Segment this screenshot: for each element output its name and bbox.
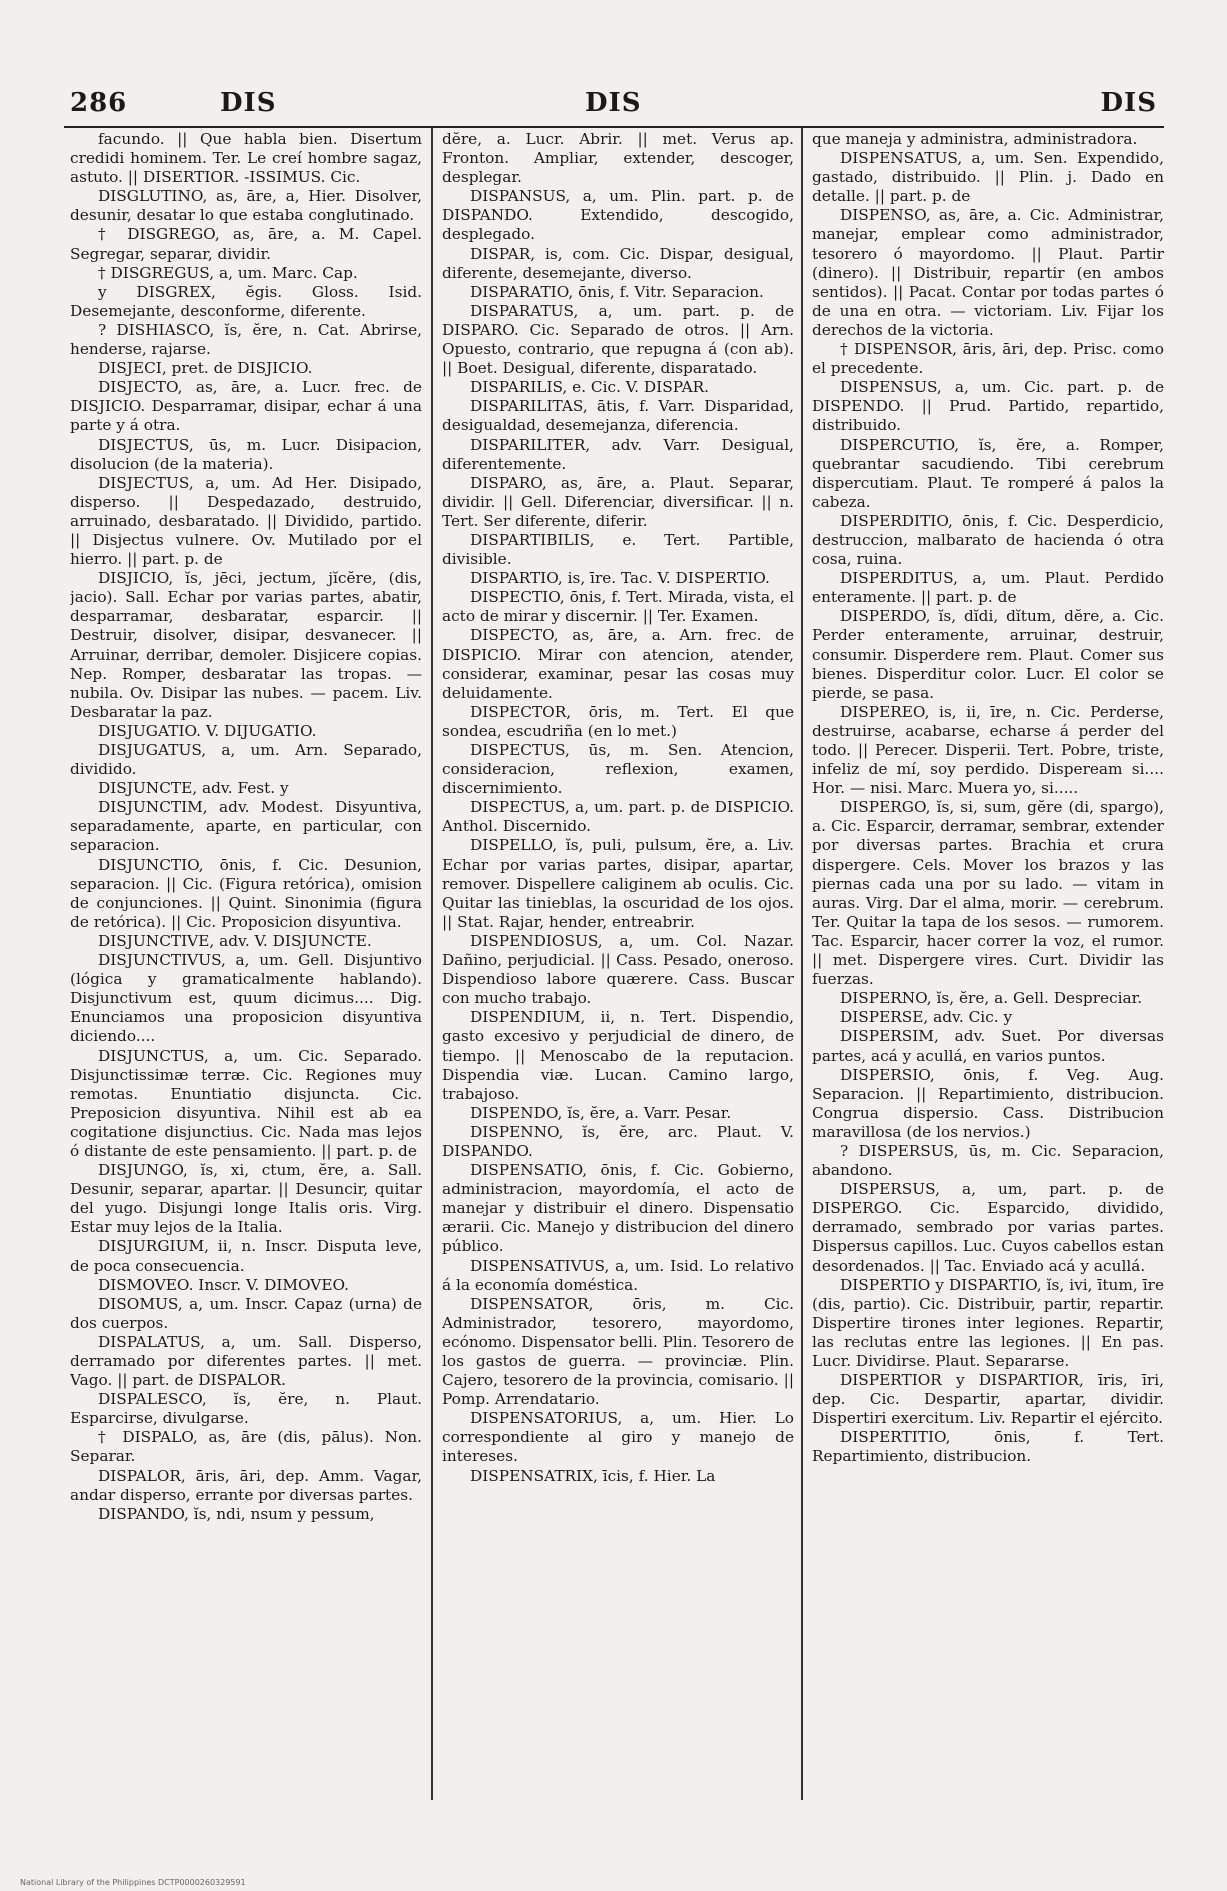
dictionary-entry: DISJECI, pret. de DISJICIO. — [98, 359, 313, 378]
dictionary-entry: DISPARILIS, e. Cic. V. DISPAR. — [470, 378, 710, 397]
dictionary-entry: DISJUNCTE, adv. Fest. y — [98, 779, 289, 798]
dictionary-entry: DISPECTOR, ōris, m. Tert. El que sondea, escudriña (en lo met.) — [442, 702, 794, 740]
dictionary-entry: DISPERSUS, a, um, part. p. de DISPERGO. Cic. Esparcido, dividido, derramado, sembrado por varias partes. Dispersus capillos. Luc. Cuyos cabellos estan desordenados. || Tac. Enviado acá y acullá. — [812, 1180, 1164, 1275]
dictionary-entry: DISPERSIM, adv. Suet. Por diversas partes, acá y acullá, en varios puntos. — [812, 1027, 1164, 1065]
dictionary-entry: DISGLUTINO, as, āre, a, Hier. Disolver, desunir, desatar lo que estaba conglutinado. — [70, 187, 422, 225]
dictionary-entry: DISJUNCTIVUS, a, um. Gell. Disjuntivo (lógica y gramaticalmente hablando). Disjunctivum est, quum dicimus.... Dig. Enunciamos una proposicion disyuntiva diciendo.... — [70, 951, 422, 1046]
dictionary-entry: DISPECTIO, ōnis, f. Tert. Mirada, vista, el acto de mirar y discernir. || Ter. Examen. — [442, 588, 794, 626]
dictionary-entry: DISPENSATORIUS, a, um. Hier. Lo correspondiente al giro y manejo de intereses. — [442, 1409, 794, 1466]
dictionary-entry: DISPENDIUM, ii, n. Tert. Dispendio, gasto excesivo y perjudicial de dinero, de tiempo. || Menoscabo de la reputacion. Dispendia viæ. Lucan. Camino largo, trabajoso. — [442, 1008, 794, 1103]
dictionary-entry: DISPENSATIVUS, a, um. Isid. Lo relativo á la economía doméstica. — [442, 1256, 794, 1294]
dictionary-entry: DISPERDITUS, a, um. Plaut. Perdido enteramente. || part. p. de — [812, 569, 1164, 607]
dictionary-entry: DISJUNGO, ĭs, xi, ctum, ĕre, a. Sall. Desunir, separar, apartar. || Desuncir, quitar del yugo. Disjungi longe Italis oris. Virg. Estar muy lejos de la Italia. — [70, 1161, 422, 1237]
dictionary-entry: facundo. || Que habla bien. Disertum credidi hominem. Ter. Le creí hombre sagaz, astuto. || DISERTIOR. -ISSIMUS. Cic. — [70, 130, 422, 187]
dictionary-entry: DISPELLO, ĭs, puli, pulsum, ĕre, a. Liv. Echar por varias partes, disipar, apartar, remover. Dispellere caliginem ab oculis. Cic. Quitar las tinieblas, la oscuridad de los ojos. || Stat. Rajar, hender, entreabrir. — [442, 836, 794, 931]
dictionary-entry: DISPANSUS, a, um. Plin. part. p. de DISPANDO. Extendido, descogido, desplegado. — [442, 187, 794, 244]
dictionary-entry: DISPARILITAS, ātis, f. Varr. Disparidad, desigualdad, desemejanza, diferencia. — [442, 397, 794, 435]
dictionary-entry: DISPENSUS, a, um. Cic. part. p. de DISPENDO. || Prud. Partido, repartido, distribuido. — [812, 378, 1164, 435]
dictionary-entry: † DISGREGO, as, āre, a. M. Capel. Segregar, separar, dividir. — [70, 225, 422, 263]
dictionary-entry: DISPARILITER, adv. Varr. Desigual, diferentemente. — [442, 435, 794, 473]
dictionary-entry: DISPENSATIO, ōnis, f. Cic. Gobierno, administracion, mayordomía, el acto de manejar y distribuir el dinero. Dispensatio ærarii. Cic. Manejo y distribucion del dinero público. — [442, 1161, 794, 1256]
dictionary-entry: DISJUNCTIM, adv. Modest. Disyuntiva, separadamente, aparte, en particular, con separacion. — [70, 798, 422, 855]
dictionary-entry: DISJECTUS, a, um. Ad Her. Disipado, disperso. || Despedazado, destruido, arruinado, desbaratado. || Dividido, partido. || Disjectus vulnere. Ov. Mutilado por el hierro. || part. p. de — [70, 473, 422, 569]
running-head-left: DIS — [220, 88, 277, 118]
dictionary-entry: DISPERNO, ĭs, ĕre, a. Gell. Despreciar. — [840, 989, 1143, 1008]
dictionary-entry: DISPAR, is, com. Cic. Dispar, desigual, diferente, desemejante, diverso. — [442, 244, 794, 282]
page-header — [70, 88, 1157, 128]
dictionary-entry: DISJUNCTUS, a, um. Cic. Separado. Disjunctissimæ terræ. Cic. Regiones muy remotas. Enuntiatio disjuncta. Cic. Preposicion disyuntiva. Nihil est ab ea cogitatione disjunctius. Cic. Nada mas lejos ó distante de este pensamiento. || part. p. de — [70, 1046, 422, 1160]
dictionary-entry: † DISPENSOR, āris, āri, dep. Prisc. como el precedente. — [812, 340, 1164, 378]
dictionary-entry: DISPARATIO, ōnis, f. Vitr. Separacion. — [470, 282, 764, 301]
dictionary-entry: DISPALATUS, a, um. Sall. Disperso, derramado por diferentes partes. || met. Vago. || part. de DISPALOR. — [70, 1332, 422, 1390]
dictionary-entry: DISJUNCTIVE, adv. V. DISJUNCTE. — [98, 931, 372, 950]
dictionary-entry: DISPERTIOR y DISPARTIOR, īris, īri, dep. Cic. Despartir, apartar, dividir. Dispertiri exercitum. Liv. Repartir el ejército. — [812, 1371, 1164, 1428]
dictionary-entry: DISPERSIO, ōnis, f. Veg. Aug. Separacion. || Repartimiento, distribucion. Congrua dispersio. Cass. Distribucion maravillosa (de los nervios.) — [812, 1065, 1164, 1141]
dictionary-entry: DISOMUS, a, um. Inscr. Capaz (urna) de dos cuerpos. — [70, 1294, 422, 1332]
dictionary-entry: ? DISPERSUS, ūs, m. Cic. Separacion, abandono. — [812, 1141, 1164, 1180]
dictionary-entry: DISPERCUTIO, ĭs, ĕre, a. Romper, quebrantar sacudiendo. Tibi cerebrum dispercutiam. Plaut. Te romperé á palos la cabeza. — [812, 435, 1164, 511]
dictionary-entry: † DISGREGUS, a, um. Marc. Cap. — [98, 263, 358, 282]
dictionary-entry: DISPEREO, is, ii, īre, n. Cic. Perderse, destruirse, acabarse, echarse á perder del todo. || Perecer. Disperii. Tert. Pobre, triste, infeliz de mí, soy perdido. Dispeream si.... Hor. — nisi. Marc. Muera yo, si..... — [812, 702, 1164, 798]
dictionary-entry: DISPENNO, ĭs, ĕre, arc. Plaut. V. DISPANDO. — [442, 1122, 794, 1160]
dictionary-entry: DISJUGATUS, a, um. Arn. Separado, dividido. — [70, 741, 422, 779]
dictionary-entry: DISPENDIOSUS, a, um. Col. Nazar. Dañino, perjudicial. || Cass. Pesado, oneroso. Dispendioso labore quærere. Cass. Buscar con mucho trabajo. — [442, 931, 794, 1008]
dictionary-entry: y DISGREX, ĕgis. Gloss. Isid. Desemejante, desconforme, diferente. — [70, 282, 422, 320]
dictionary-entry: DISPENDO, ĭs, ĕre, a. Varr. Pesar. — [470, 1103, 732, 1122]
dictionary-entry: DISPECTUS, ūs, m. Sen. Atencion, consideracion, reflexion, examen, discernimiento. — [442, 741, 794, 798]
text-columns — [70, 130, 1164, 1810]
dictionary-entry: DISJURGIUM, ii, n. Inscr. Disputa leve, de poca consecuencia. — [70, 1237, 422, 1275]
column-1 — [70, 130, 422, 1810]
dictionary-entry: dĕre, a. Lucr. Abrir. || met. Verus ap. Fronton. Ampliar, extender, descoger, desplegar. — [442, 130, 794, 187]
dictionary-entry: DISPERTITIO, ōnis, f. Tert. Repartimiento, distribucion. — [812, 1428, 1164, 1466]
dictionary-entry: DISPARO, as, āre, a. Plaut. Separar, dividir. || Gell. Diferenciar, diversificar. || n. Tert. Ser diferente, diferir. — [442, 473, 794, 530]
dictionary-entry: DISPALESCO, ĭs, ĕre, n. Plaut. Esparcirse, divulgarse. — [70, 1390, 422, 1428]
dictionary-entry: DISPENSATRIX, īcis, f. Hier. La — [470, 1466, 716, 1485]
dictionary-entry: DISPARTIBILIS, e. Tert. Partible, divisible. — [442, 530, 794, 569]
dictionary-entry: DISPALOR, āris, āri, dep. Amm. Vagar, andar disperso, errante por diversas partes. — [70, 1466, 422, 1504]
dictionary-entry: DISPENSO, as, āre, a. Cic. Administrar, manejar, emplear como administrador, tesorero ó mayordomo. || Plaut. Partir (dinero). || Distribuir, repartir (en ambos sentidos). || Pacat. Contar por todas partes ó de una en otra. — victoriam. Liv. Fijar los derechos de la victoria. — [812, 206, 1164, 339]
page-number: 286 — [70, 88, 128, 118]
dictionary-entry: DISJECTO, as, āre, a. Lucr. frec. de DISJICIO. Desparramar, disipar, echar á una parte y á otra. — [70, 378, 422, 435]
dictionary-entry: † DISPALO, as, āre (dis, pālus). Non. Separar. — [70, 1428, 422, 1466]
running-head-center: DIS — [585, 88, 642, 118]
dictionary-entry: DISJICIO, ĭs, jēci, jectum, jĭcĕre, (dis, jacio). Sall. Echar por varias partes, abatir, desparramar, desbaratar, esparcir. || Destruir, disolver, disipar, desvanecer. || Arruinar, derribar, demoler. Disjicere copias. Nep. Romper, desbaratar las tropas. — nubila. Ov. Disipar las nubes. — pacem. Liv. Desbaratar la paz. — [70, 569, 422, 721]
dictionary-entry: DISMOVEO. Inscr. V. DIMOVEO. — [98, 1275, 350, 1294]
dictionary-entry: DISPERDITIO, ōnis, f. Cic. Desperdicio, destruccion, malbarato de hacienda ó otra cosa, ruina. — [812, 511, 1164, 569]
dictionary-entry: que maneja y administra, administradora. — [812, 130, 1138, 148]
dictionary-entry: DISPARTIO, is, īre. Tac. V. DISPERTIO. — [470, 569, 770, 588]
dictionary-entry: DISPERTIO y DISPARTIO, ĭs, ivi, ītum, īre (dis, partio). Cic. Distribuir, partir, repartir. Dispertire tirones inter legiones. Repartir, las reclutas entre las legiones. || En pas. Lucr. Dividirse. Plaut. Separarse. — [812, 1275, 1164, 1370]
header-rule — [64, 126, 1164, 128]
running-head-right: DIS — [1100, 88, 1157, 118]
dictionary-entry: DISJUNCTIO, ōnis, f. Cic. Desunion, separacion. || Cic. (Figura retórica), omision de conjunciones. || Quint. Sinonimia (figura de retórica). || Cic. Proposicion disyuntiva. — [70, 855, 422, 931]
dictionary-entry: DISJUGATIO. V. DIJUGATIO. — [98, 721, 317, 740]
dictionary-entry: DISPECTO, as, āre, a. Arn. frec. de DISPICIO. Mirar con atencion, atender, considerar, examinar, pesar las cosas muy deluidamente. — [442, 626, 794, 702]
dictionary-entry: DISPENSATUS, a, um. Sen. Expendido, gastado, distribuido. || Plin. j. Dado en detalle. || part. p. de — [812, 149, 1164, 206]
dictionary-entry: DISPENSATOR, ōris, m. Cic. Administrador, tesorero, mayordomo, ecónomo. Dispensator belli. Plin. Tesorero de los gastos de guerra. — provinciæ. Plin. Cajero, tesorero de la provincia, comisario. || Pomp. Arrendatario. — [442, 1294, 794, 1409]
dictionary-entry: DISPANDO, ĭs, ndi, nsum y pessum, — [98, 1504, 375, 1523]
column-2 — [442, 130, 794, 1810]
dictionary-entry: ? DISHIASCO, ĭs, ĕre, n. Cat. Abrirse, henderse, rajarse. — [70, 320, 422, 359]
dictionary-entry: DISPERGO, ĭs, si, sum, gĕre (di, spargo), a. Cic. Esparcir, derramar, sembrar, extender por diversas partes. Brachia et crura dispergere. Cels. Mover los brazos y las piernas cada una por su lado. — vitam in auras. Virg. Dar el alma, morir. — cerebrum. Ter. Quitar la tapa de los sesos. — rumorem. Tac. Esparcir, hacer correr la voz, el rumor. || met. Dispergere vires. Curt. Dividir las fuerzas. — [812, 798, 1164, 989]
dictionary-entry: DISPERDO, ĭs, dĭdi, dĭtum, dĕre, a. Cic. Perder enteramente, arruinar, destruir, consumir. Disperdere rem. Plaut. Comer sus bienes. Disperditur color. Lucr. El color se pierde, se pasa. — [812, 607, 1164, 702]
dictionary-entry: DISPECTUS, a, um. part. p. de DISPICIO. Anthol. Discernido. — [442, 798, 794, 836]
dictionary-entry: DISJECTUS, ūs, m. Lucr. Disipacion, disolucion (de la materia). — [70, 435, 422, 473]
dictionary-entry: DISPERSE, adv. Cic. y — [840, 1008, 1013, 1027]
column-3 — [812, 130, 1164, 1810]
scan-footer: National Library of the Philippines DCTP0000260329591 — [20, 1878, 246, 1887]
dictionary-entry: DISPARATUS, a, um. part. p. de DISPARO. Cic. Separado de otros. || Arn. Opuesto, contrario, que repugna á (con ab). || Boet. Desigual, diferente, disparatado. — [442, 301, 794, 378]
